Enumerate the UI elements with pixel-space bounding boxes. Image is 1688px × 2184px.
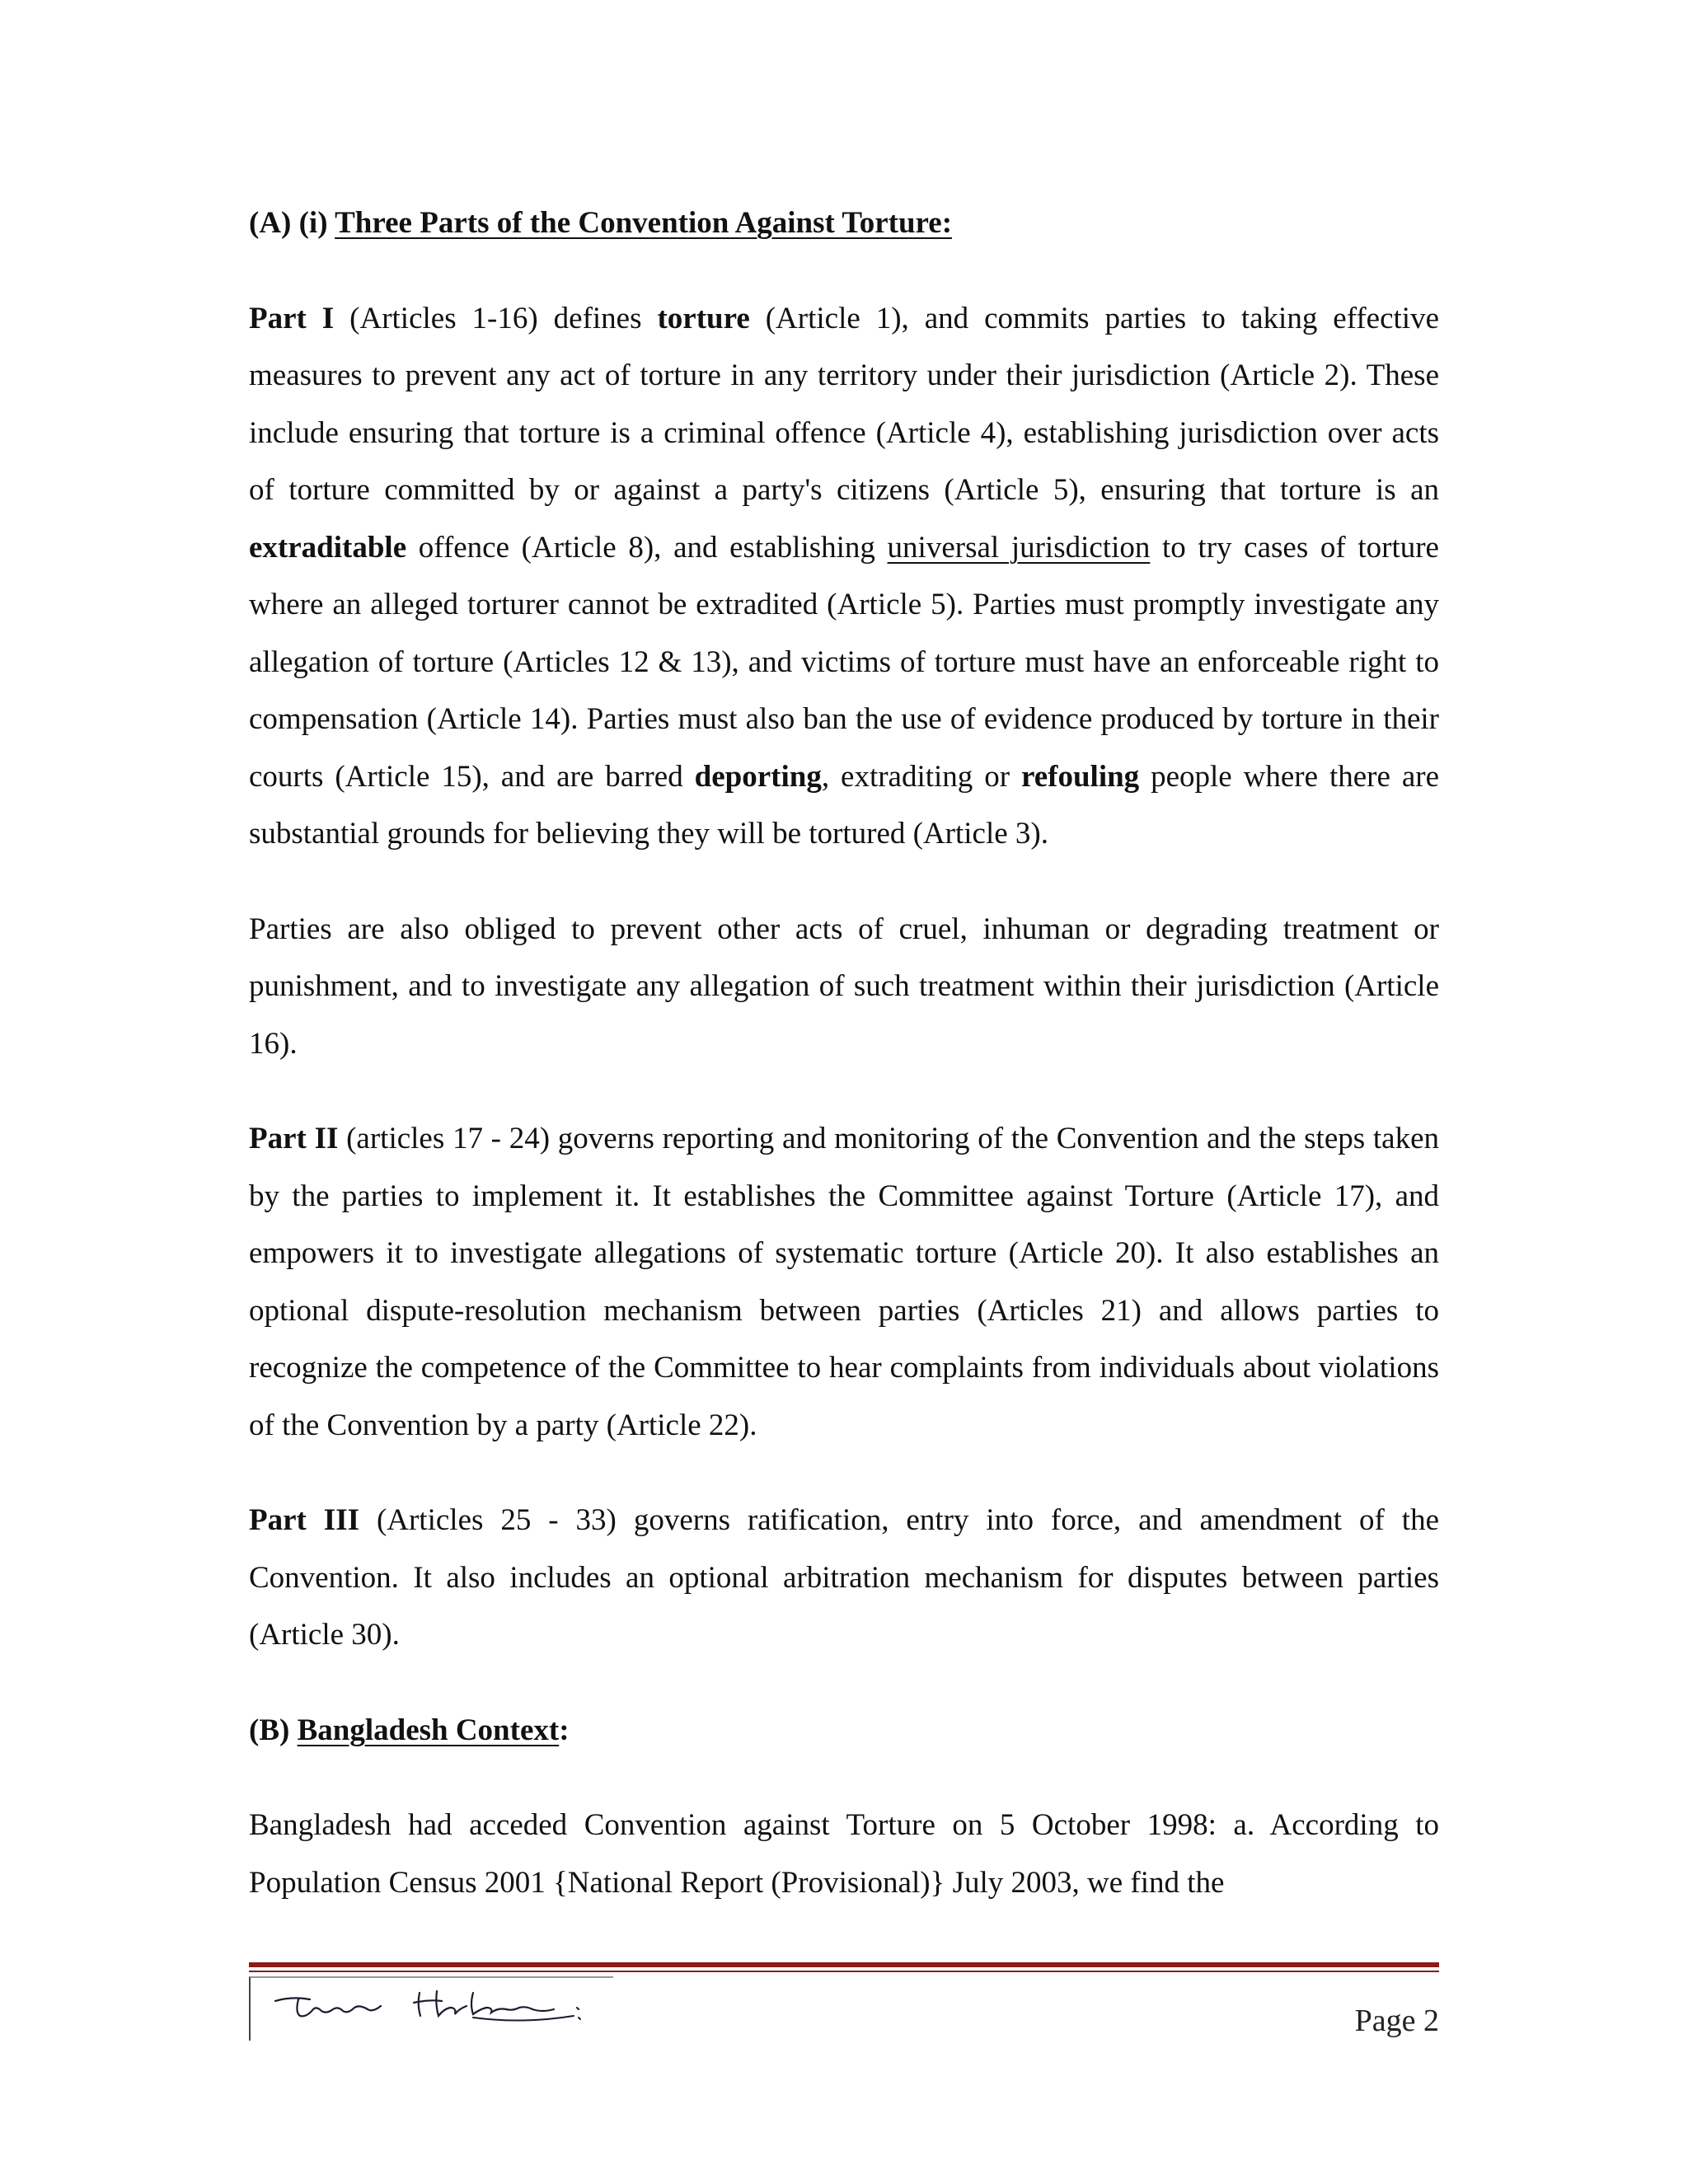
part3-label: Part III bbox=[249, 1503, 359, 1537]
term-torture: torture bbox=[657, 301, 750, 335]
part2-text: (articles 17 - 24) governs reporting and monitoring of the Convention and the steps taken by the parties to implement it. It establishes the Committee against Torture (Article 17), and empowers it to investigate allegations of systematic torture (Article 20). It also establishes an optional dispute-resolution mechanism between parties (Articles 21) and allows parties to recognize the competence of the Committee to hear complaints from individuals about violations of the Convention by a party (Article 22). bbox=[249, 1122, 1439, 1442]
term-deporting: deporting bbox=[694, 759, 822, 794]
part3-text: (Articles 25 - 33) governs ratification, entry into force, and amendment of the Convention. It also includes an optional arbitration mechanism for disputes between parties (Article 30). bbox=[249, 1503, 1439, 1652]
section-b-title: Bangladesh Context bbox=[297, 1713, 560, 1747]
part1-text-5: , extraditing or bbox=[821, 759, 1021, 794]
part1-text-6: people where there are substantial grounds for believing they will be tortured (Article 3). bbox=[249, 759, 1439, 851]
part1-paragraph bbox=[249, 290, 1439, 863]
part2-paragraph bbox=[249, 1110, 1439, 1454]
section-b-heading bbox=[249, 1702, 1439, 1760]
section-b-prefix: (B) bbox=[249, 1713, 298, 1747]
signature-image bbox=[267, 1985, 597, 2031]
part2-label: Part II bbox=[249, 1122, 339, 1155]
section-a-prefix: (A) (i) bbox=[249, 206, 335, 240]
universal-jurisdiction-link[interactable]: universal jurisdiction bbox=[887, 530, 1151, 565]
part1-text-1: (Articles 1-16) defines bbox=[334, 301, 658, 335]
signature-box bbox=[249, 1976, 613, 2041]
term-refouling: refouling bbox=[1020, 759, 1140, 794]
page-content bbox=[249, 194, 1439, 1911]
part1-text-3: offence (Article 8), and establishing bbox=[406, 530, 888, 565]
section-a-heading bbox=[249, 194, 1439, 252]
part3-paragraph bbox=[249, 1492, 1439, 1664]
footer-rule-thick bbox=[249, 1962, 1439, 1967]
part1-text-4: to try cases of torture where an alleged torturer cannot be extradited (Article 5). Parties must promptly investigate any allegation of torture (Articles 12 & 13), and victims of torture must have an enforceable right to compensation (Article 14). Parties must also ban the use of evidence produced by torture in their courts (Article 15), and are barred bbox=[249, 530, 1439, 794]
page-number: Page 2 bbox=[1354, 2004, 1439, 2038]
section-b-suffix: : bbox=[559, 1713, 570, 1747]
part1-extra-paragraph: Parties are also obliged to prevent other acts of cruel, inhuman or degrading treatment or punishment, and to investigate any allegation of such treatment within their jurisdiction (Article 16). bbox=[249, 912, 1439, 1061]
part1-text-2: (Article 1), and commits parties to taking effective measures to prevent any act of torture in any territory under their jurisdiction (Article 2). These include ensuring that torture is a criminal offence (Article 4), establishing jurisdiction over acts of torture committed by or against a party's citizens (Article 5), ensuring that torture is an bbox=[249, 301, 1439, 507]
section-a-title: Three Parts of the Convention Against Torture: bbox=[335, 206, 953, 240]
footer-rule-thin bbox=[249, 1971, 1439, 1972]
part1-label: Part I bbox=[249, 301, 335, 335]
term-extraditable: extraditable bbox=[249, 530, 407, 565]
bangladesh-paragraph: Bangladesh had acceded Convention against Torture on 5 October 1998: a. According to Population Census 2001 {National Report (Provisional)} July 2003, we find the bbox=[249, 1808, 1439, 1900]
